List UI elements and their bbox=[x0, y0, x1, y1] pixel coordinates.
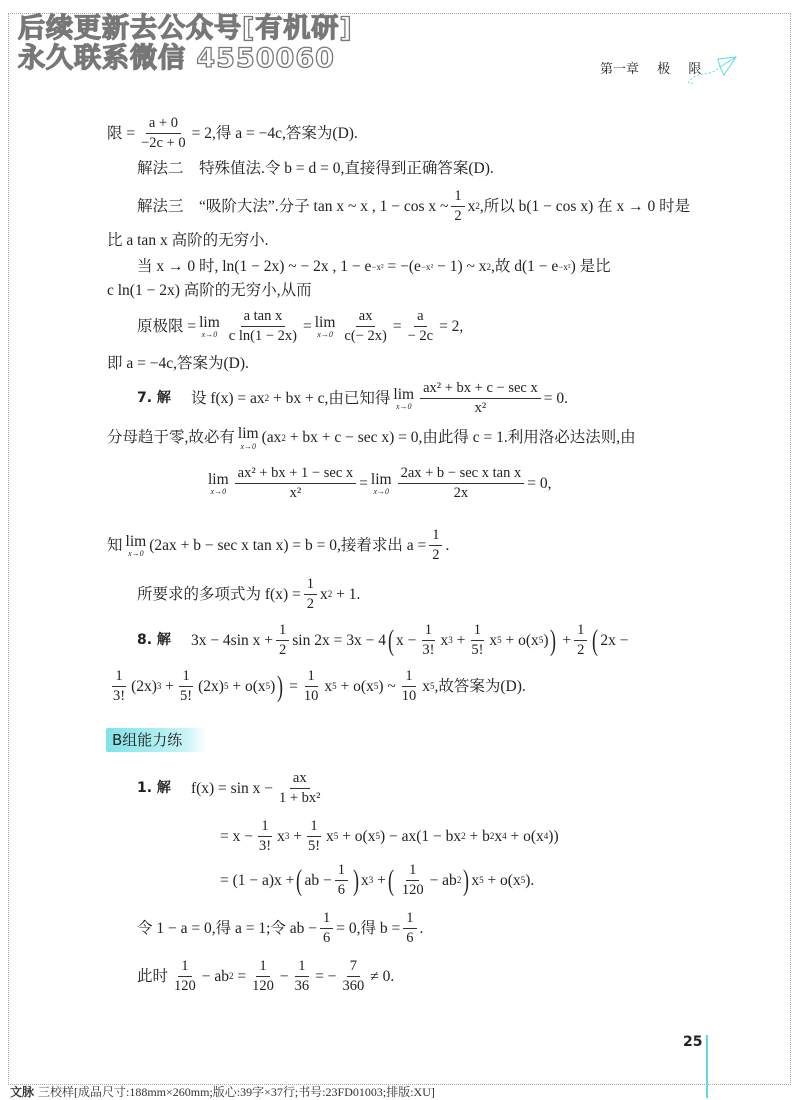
math-text: x bbox=[467, 197, 476, 215]
math-text: x bbox=[326, 827, 334, 845]
superscript: 2 bbox=[327, 589, 333, 600]
math-text: = − bbox=[315, 967, 337, 985]
denominator: 6 bbox=[406, 930, 414, 947]
math-text: ,故答案为(D). bbox=[434, 677, 526, 695]
superscript: 5 bbox=[497, 635, 502, 646]
lim-label: lim bbox=[208, 470, 229, 488]
math-text: + bbox=[161, 677, 175, 695]
denominator: 5! bbox=[307, 838, 321, 855]
superscript: −x² bbox=[420, 261, 434, 272]
numerator: 1 bbox=[574, 622, 587, 641]
fraction bbox=[419, 622, 437, 660]
limit bbox=[199, 314, 220, 340]
math-text: = bbox=[285, 677, 298, 695]
chapter-title-b: 限 bbox=[688, 62, 702, 77]
superscript: 3 bbox=[156, 681, 162, 692]
numerator: 1 bbox=[335, 862, 348, 881]
math-text: 令 1 − a = 0,得 a = 1;令 ab − bbox=[137, 919, 318, 937]
math-text: ,所以 b(1 − cos x) 在 x → 0 时是 bbox=[479, 197, 691, 215]
math-text: . bbox=[445, 536, 450, 554]
superscript: 5 bbox=[375, 831, 380, 842]
superscript: −x² bbox=[558, 261, 571, 272]
denominator: 10 bbox=[401, 688, 417, 705]
solution-line bbox=[107, 115, 358, 153]
fraction bbox=[341, 308, 389, 346]
math-text: 此时 bbox=[137, 967, 169, 985]
superscript: 3 bbox=[284, 831, 290, 842]
math-text: (ax bbox=[261, 428, 282, 446]
numerator: 1 bbox=[307, 818, 320, 837]
math-text: )) bbox=[548, 827, 559, 845]
page-number: 25 bbox=[683, 1034, 703, 1050]
lim-label: lim bbox=[125, 532, 147, 550]
math-text: = bbox=[392, 317, 402, 335]
math-text: = 0, bbox=[527, 474, 552, 492]
superscript: 5 bbox=[479, 875, 484, 886]
math-text: x bbox=[324, 677, 333, 695]
lim-subscript: x→0 bbox=[317, 330, 333, 340]
numerator: 1 bbox=[258, 818, 271, 837]
math-text: (2x) bbox=[198, 677, 224, 695]
math-text: + bbox=[558, 631, 572, 649]
fraction bbox=[451, 188, 464, 226]
footer-brand: 文脉 bbox=[10, 1085, 35, 1099]
denominator: x² bbox=[289, 485, 302, 502]
numerator: 1 bbox=[179, 668, 192, 687]
math-text: ) 是比 bbox=[570, 258, 611, 275]
solution-line bbox=[205, 465, 551, 503]
numerator: 1 bbox=[406, 862, 419, 881]
denominator: 6 bbox=[337, 882, 345, 899]
problem-label: 8. 解 bbox=[137, 632, 171, 649]
superscript: 5 bbox=[520, 875, 526, 886]
fraction bbox=[468, 622, 486, 660]
math-text: 解法二 特殊值法.令 b = d = 0,直接得到正确答案(D). bbox=[137, 160, 494, 177]
numerator: 1 bbox=[304, 576, 317, 595]
fraction bbox=[249, 958, 277, 996]
math-text: + bbox=[373, 871, 386, 889]
math-text: = bbox=[233, 967, 247, 985]
math-text: + o(x bbox=[338, 827, 376, 845]
problem-label: 1. 解 bbox=[137, 780, 171, 797]
numerator: ax² + bx + 1 − sec x bbox=[235, 465, 356, 484]
fraction bbox=[276, 622, 289, 660]
math-text: ,故 d(1 − e bbox=[491, 258, 559, 275]
numerator: ax bbox=[356, 308, 376, 327]
superscript: 4 bbox=[543, 831, 549, 842]
numerator: a bbox=[414, 308, 426, 327]
math-text: + o(x bbox=[336, 677, 374, 695]
superscript: 2 bbox=[475, 201, 480, 212]
solution-line bbox=[137, 576, 360, 614]
math-text: x − bbox=[395, 631, 417, 649]
limit bbox=[315, 314, 336, 340]
math-text: 即 a = −4c,答案为(D). bbox=[107, 355, 249, 372]
lim-subscript: x→0 bbox=[395, 402, 412, 412]
math-text: x bbox=[489, 631, 498, 649]
math-text: x bbox=[277, 827, 285, 845]
superscript: 2 bbox=[281, 432, 286, 443]
math-text: = 2,得 a = −4c,答案为(D). bbox=[191, 124, 358, 142]
math-text: . bbox=[419, 919, 424, 937]
watermark-line-2: 永久联系微信 4550060 bbox=[18, 43, 335, 74]
math-text: 分母趋于零,故必有 bbox=[107, 428, 235, 446]
footer-text: 三校样[成品尺寸:188mm×260mm;版心:39字×37行;书号:23FD01003;排版:XU] bbox=[38, 1085, 435, 1099]
fraction bbox=[110, 668, 128, 706]
fraction bbox=[398, 465, 525, 503]
superscript: 5 bbox=[373, 681, 379, 692]
watermark-line-1: 后续更新去公众号[有机研] bbox=[18, 13, 353, 44]
math-text: = 2, bbox=[439, 317, 464, 335]
denominator: 6 bbox=[323, 930, 331, 947]
limit bbox=[393, 386, 414, 412]
denominator: 2 bbox=[454, 208, 462, 225]
numerator: ax² + bx + c − sec x bbox=[420, 380, 541, 399]
fraction bbox=[138, 115, 189, 153]
math-text: = (1 − a)x + bbox=[220, 871, 295, 889]
denominator: 2x bbox=[453, 485, 469, 502]
fraction bbox=[226, 308, 300, 346]
superscript: 2 bbox=[229, 971, 234, 982]
math-text: + o(x bbox=[506, 827, 544, 845]
solution-line bbox=[137, 308, 463, 346]
math-text: ≠ 0. bbox=[370, 967, 395, 985]
lim-label: lim bbox=[393, 385, 415, 403]
denominator: 3! bbox=[422, 642, 435, 659]
math-text: ) bbox=[543, 631, 549, 649]
solution-line bbox=[137, 188, 690, 226]
solution-line bbox=[137, 958, 394, 996]
math-text: ab − bbox=[304, 871, 332, 889]
math-text: = bbox=[359, 474, 368, 492]
denominator: 2 bbox=[577, 642, 585, 659]
denominator: 360 bbox=[342, 978, 365, 995]
numerator: 1 bbox=[429, 527, 442, 546]
numerator: 1 bbox=[305, 668, 318, 687]
math-text: + 1. bbox=[332, 585, 361, 603]
math-text: ) bbox=[270, 677, 276, 695]
chapter-number: 第一章 bbox=[600, 62, 640, 77]
big-paren: ( bbox=[387, 863, 394, 897]
math-text: + b bbox=[465, 827, 490, 845]
math-text: f(x) = sin x − bbox=[190, 779, 273, 797]
numerator: 1 bbox=[403, 910, 416, 929]
fraction bbox=[292, 958, 313, 996]
math-text: x bbox=[440, 631, 449, 649]
math-text: = −(e bbox=[383, 258, 421, 275]
fraction bbox=[399, 862, 427, 900]
math-text: c ln(1 − 2x) 高阶的无穷小,从而 bbox=[107, 282, 312, 299]
math-text: + bx + c − sec x) = 0,由此得 c = 1.利用洛必达法则,由 bbox=[285, 428, 636, 446]
math-text: x bbox=[494, 827, 503, 845]
print-footer bbox=[10, 1083, 435, 1100]
lim-label: lim bbox=[237, 425, 259, 442]
margin-accent-line bbox=[706, 1035, 708, 1098]
fraction bbox=[171, 958, 199, 996]
math-text: 3x − 4sin x + bbox=[190, 631, 274, 649]
denominator: 120 bbox=[252, 978, 274, 995]
numerator: 1 bbox=[320, 910, 333, 929]
numerator: 1 bbox=[451, 188, 464, 207]
math-text: (2ax + b − sec x tan x) = b = 0,接着求出 a = bbox=[149, 536, 427, 554]
solution-line bbox=[137, 160, 494, 179]
math-text: 所要求的多项式为 f(x) = bbox=[137, 585, 301, 603]
fraction bbox=[403, 910, 416, 948]
numerator: 7 bbox=[347, 958, 360, 977]
math-text: 2x − bbox=[600, 631, 629, 649]
math-text: 解法三 “吸阶大法”.分子 tan x ~ x , 1 − cos x ~ bbox=[137, 197, 449, 215]
denominator: c ln(1 − 2x) bbox=[228, 328, 297, 345]
lim-label: lim bbox=[199, 313, 220, 331]
math-text: ) − ax(1 − bx bbox=[379, 827, 462, 845]
lim-label: lim bbox=[314, 313, 336, 331]
numerator: 2ax + b − sec x tan x bbox=[398, 465, 525, 484]
denominator: 2 bbox=[279, 642, 287, 659]
denominator: 10 bbox=[303, 688, 319, 705]
numerator: ax bbox=[290, 770, 310, 789]
lim-subscript: x→0 bbox=[128, 549, 144, 559]
lim-label: lim bbox=[370, 470, 392, 488]
solution-line bbox=[107, 282, 312, 301]
math-text: + o(x bbox=[228, 677, 266, 695]
big-paren: ) bbox=[352, 863, 359, 897]
denominator: 3! bbox=[113, 688, 126, 705]
superscript: 5 bbox=[265, 681, 271, 692]
math-text: sin 2x = 3x − 4 bbox=[292, 631, 386, 649]
superscript: 3 bbox=[368, 875, 374, 886]
lim-subscript: x→0 bbox=[210, 487, 227, 497]
math-text: ) ~ bbox=[378, 677, 396, 695]
superscript: 5 bbox=[223, 681, 229, 692]
lim-subscript: x→0 bbox=[240, 441, 256, 451]
superscript: 5 bbox=[538, 635, 544, 646]
fraction bbox=[429, 527, 442, 565]
fraction bbox=[276, 770, 324, 808]
denominator: x² bbox=[474, 400, 487, 417]
superscript: 2 bbox=[461, 831, 466, 842]
math-text: 知 bbox=[107, 536, 123, 554]
solution-line bbox=[220, 862, 534, 900]
numerator: 1 bbox=[256, 958, 269, 977]
fraction bbox=[177, 668, 195, 706]
fraction bbox=[399, 668, 420, 706]
fraction bbox=[305, 818, 323, 856]
solution-line bbox=[137, 770, 327, 808]
denominator: 5! bbox=[180, 688, 193, 705]
limit bbox=[126, 533, 147, 559]
big-paren: ) bbox=[550, 623, 557, 657]
math-text: 当 x → 0 时, ln(1 − 2x) ~ − 2x , 1 − e bbox=[137, 258, 372, 275]
numerator: 1 bbox=[402, 668, 415, 687]
section-badge: B组能力练 bbox=[106, 728, 206, 752]
superscript: 4 bbox=[502, 831, 507, 842]
superscript: 3 bbox=[448, 635, 453, 646]
math-text: = 0,得 b = bbox=[336, 919, 401, 937]
fraction bbox=[301, 668, 322, 706]
fraction bbox=[335, 862, 348, 900]
denominator: 2 bbox=[306, 596, 314, 613]
math-text: x bbox=[422, 677, 431, 695]
math-text: (2x) bbox=[131, 677, 157, 695]
lim-subscript: x→0 bbox=[201, 330, 218, 340]
numerator: 1 bbox=[471, 622, 484, 641]
fraction bbox=[304, 576, 317, 614]
limit bbox=[371, 471, 392, 497]
math-text: x bbox=[471, 871, 480, 889]
math-text: − 1) ~ x bbox=[433, 258, 487, 275]
math-text: x bbox=[319, 585, 328, 603]
numerator: 1 bbox=[422, 622, 435, 641]
superscript: 2 bbox=[489, 831, 495, 842]
numerator: a + 0 bbox=[146, 115, 181, 134]
big-paren: ( bbox=[387, 623, 394, 657]
numerator: a tan x bbox=[241, 308, 286, 327]
big-paren: ( bbox=[592, 623, 599, 657]
denominator: 1 + bx² bbox=[279, 790, 321, 807]
denominator: − 2c bbox=[407, 328, 434, 345]
solution-line bbox=[137, 380, 568, 418]
math-text: ). bbox=[525, 871, 535, 889]
denominator: 3! bbox=[258, 838, 272, 855]
numerator: 1 bbox=[178, 958, 191, 977]
math-text: − bbox=[279, 967, 289, 985]
solution-line bbox=[107, 355, 249, 374]
math-text: 限 = bbox=[107, 124, 136, 142]
problem-label: 7. 解 bbox=[137, 390, 171, 407]
math-text: + o(x bbox=[501, 631, 539, 649]
denominator: 120 bbox=[174, 978, 196, 995]
numerator: 1 bbox=[276, 622, 289, 641]
math-text: + bbox=[452, 631, 466, 649]
math-text: 设 f(x) = ax bbox=[190, 389, 265, 407]
superscript: 2 bbox=[456, 875, 462, 886]
fraction bbox=[340, 958, 368, 996]
math-text: − ab bbox=[429, 871, 457, 889]
fraction bbox=[235, 465, 356, 503]
math-text: x bbox=[360, 871, 369, 889]
solution-line bbox=[137, 910, 423, 948]
solution-line bbox=[220, 818, 559, 856]
math-text: + o(x bbox=[483, 871, 521, 889]
solution-line bbox=[107, 232, 268, 251]
big-paren: ) bbox=[277, 669, 284, 703]
paper-plane-icon bbox=[680, 55, 740, 87]
math-text: 原极限 = bbox=[137, 317, 197, 335]
math-text: = 0. bbox=[543, 389, 568, 407]
superscript: 2 bbox=[264, 393, 270, 404]
fraction bbox=[256, 818, 274, 856]
numerator: 1 bbox=[112, 668, 125, 687]
fraction bbox=[574, 622, 587, 660]
superscript: 5 bbox=[430, 681, 435, 692]
math-text: − ab bbox=[201, 967, 230, 985]
solution-line bbox=[137, 258, 611, 277]
limit bbox=[238, 425, 259, 451]
big-paren: ) bbox=[463, 863, 470, 897]
lim-subscript: x→0 bbox=[373, 487, 389, 497]
superscript: 5 bbox=[332, 681, 337, 692]
denominator: 2 bbox=[432, 547, 440, 564]
denominator: −2c + 0 bbox=[141, 135, 186, 152]
solution-line bbox=[107, 527, 449, 565]
chapter-title-a: 极 bbox=[657, 62, 671, 77]
denominator: 5! bbox=[471, 642, 484, 659]
fraction bbox=[320, 910, 333, 948]
math-text: = x − bbox=[220, 827, 253, 845]
limit bbox=[208, 471, 229, 497]
denominator: c(− 2x) bbox=[344, 328, 387, 345]
fraction bbox=[420, 380, 541, 418]
numerator: 1 bbox=[295, 958, 308, 977]
math-text: = bbox=[302, 317, 312, 335]
denominator: 120 bbox=[401, 882, 424, 899]
solution-line bbox=[107, 668, 526, 706]
solution-line bbox=[137, 622, 628, 660]
superscript: 5 bbox=[333, 831, 339, 842]
denominator: 36 bbox=[294, 978, 310, 995]
superscript: 2 bbox=[486, 261, 492, 272]
math-text: + bbox=[289, 827, 302, 845]
superscript: −x² bbox=[371, 261, 384, 272]
solution-line bbox=[107, 425, 636, 451]
fraction bbox=[405, 308, 437, 346]
math-text: 比 a tan x 高阶的无穷小. bbox=[107, 232, 269, 249]
math-text: + bx + c,由已知得 bbox=[269, 389, 391, 407]
big-paren: ( bbox=[296, 863, 303, 897]
